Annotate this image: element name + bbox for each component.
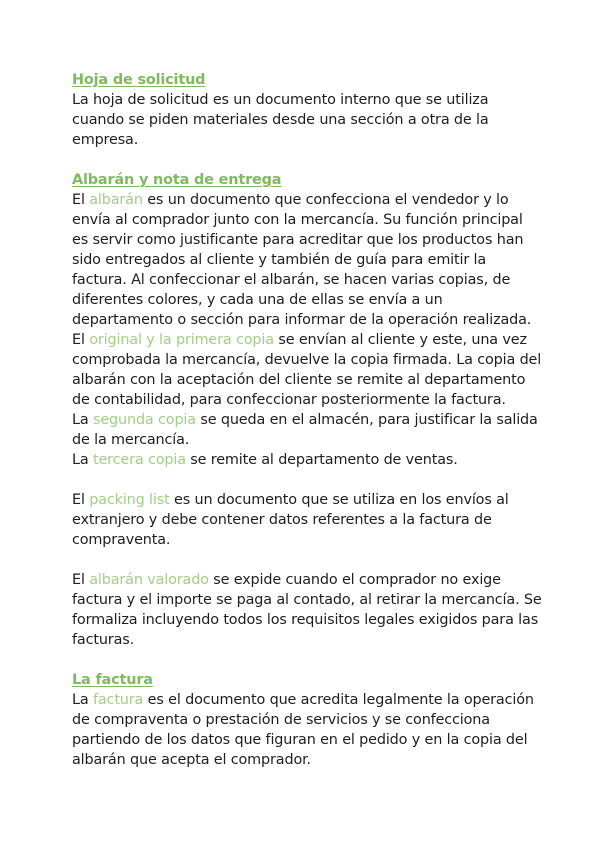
paragraph-segunda-copia bbox=[72, 410, 542, 450]
text-fragment: El bbox=[72, 332, 90, 348]
spacer bbox=[72, 650, 542, 670]
spacer bbox=[72, 550, 542, 570]
paragraph-packing-list bbox=[72, 490, 542, 550]
text-fragment: es un documento que se utiliza en los envíos al extranjero y debe contener datos referentes a la factura de compraventa. bbox=[72, 492, 509, 548]
highlight-original-copia: original y la primera copia bbox=[89, 332, 274, 348]
document-page bbox=[72, 70, 542, 770]
paragraph-albaran bbox=[72, 190, 542, 330]
paragraph-albaran-valorado bbox=[72, 570, 542, 650]
text-fragment: se expide cuando el comprador no exige factura y el importe se paga al contado, al retirar la mercancía. Se formaliza incluyendo todos los requisitos legales exigidos para las facturas. bbox=[72, 572, 542, 648]
text-fragment: El bbox=[72, 492, 90, 508]
text-fragment: se remite al departamento de ventas. bbox=[185, 452, 458, 468]
highlight-tercera-copia: tercera copia bbox=[92, 452, 186, 468]
text-fragment: es el documento que acredita legalmente la operación de compraventa o prestación de servicios y se confecciona partiendo de los datos que figuran en el pedido y en la copia del albarán que acepta el comprador. bbox=[72, 692, 534, 768]
paragraph-la-factura bbox=[72, 690, 542, 770]
paragraph-tercera-copia bbox=[72, 450, 542, 470]
text-fragment: El bbox=[72, 192, 90, 208]
spacer bbox=[72, 150, 542, 170]
text-fragment: es un documento que confecciona el vendedor y lo envía al comprador junto con la mercancía. Su función principal es servir como justificante para acreditar que los productos han sido entregados al cliente y también de guía para emitir la factura. Al confeccionar el albarán, se hacen varias copias, de diferentes colores, y cada una de ellas se envía a un departamento o sección para informar de la operación realizada. bbox=[72, 192, 532, 328]
text-fragment: La bbox=[72, 452, 93, 468]
highlight-albaran-valorado: albarán valorado bbox=[89, 572, 209, 588]
heading-la-factura: La factura bbox=[72, 672, 153, 688]
text-fragment: La bbox=[72, 692, 93, 708]
highlight-segunda-copia: segunda copia bbox=[92, 412, 196, 428]
highlight-albaran: albarán bbox=[89, 192, 143, 208]
highlight-factura: factura bbox=[92, 692, 144, 708]
paragraph-hoja-de-solicitud: La hoja de solicitud es un documento interno que se utiliza cuando se piden materiales desde una sección a otra de la empresa. bbox=[72, 92, 489, 148]
paragraph-original-copia bbox=[72, 330, 542, 410]
spacer bbox=[72, 470, 542, 490]
heading-hoja-de-solicitud: Hoja de solicitud bbox=[72, 72, 206, 88]
highlight-packing-list: packing list bbox=[89, 492, 170, 508]
text-fragment: se envían al cliente y este, una vez comprobada la mercancía, devuelve la copia firmada. La copia del albarán con la aceptación del cliente se remite al departamento de contabilidad, para confeccionar posteriormente la factura. bbox=[72, 332, 542, 408]
text-fragment: El bbox=[72, 572, 90, 588]
text-fragment: se queda en el almacén, para justificar la salida de la mercancía. bbox=[72, 412, 538, 448]
heading-albaran: Albarán y nota de entrega bbox=[72, 172, 282, 188]
text-fragment: La bbox=[72, 412, 93, 428]
